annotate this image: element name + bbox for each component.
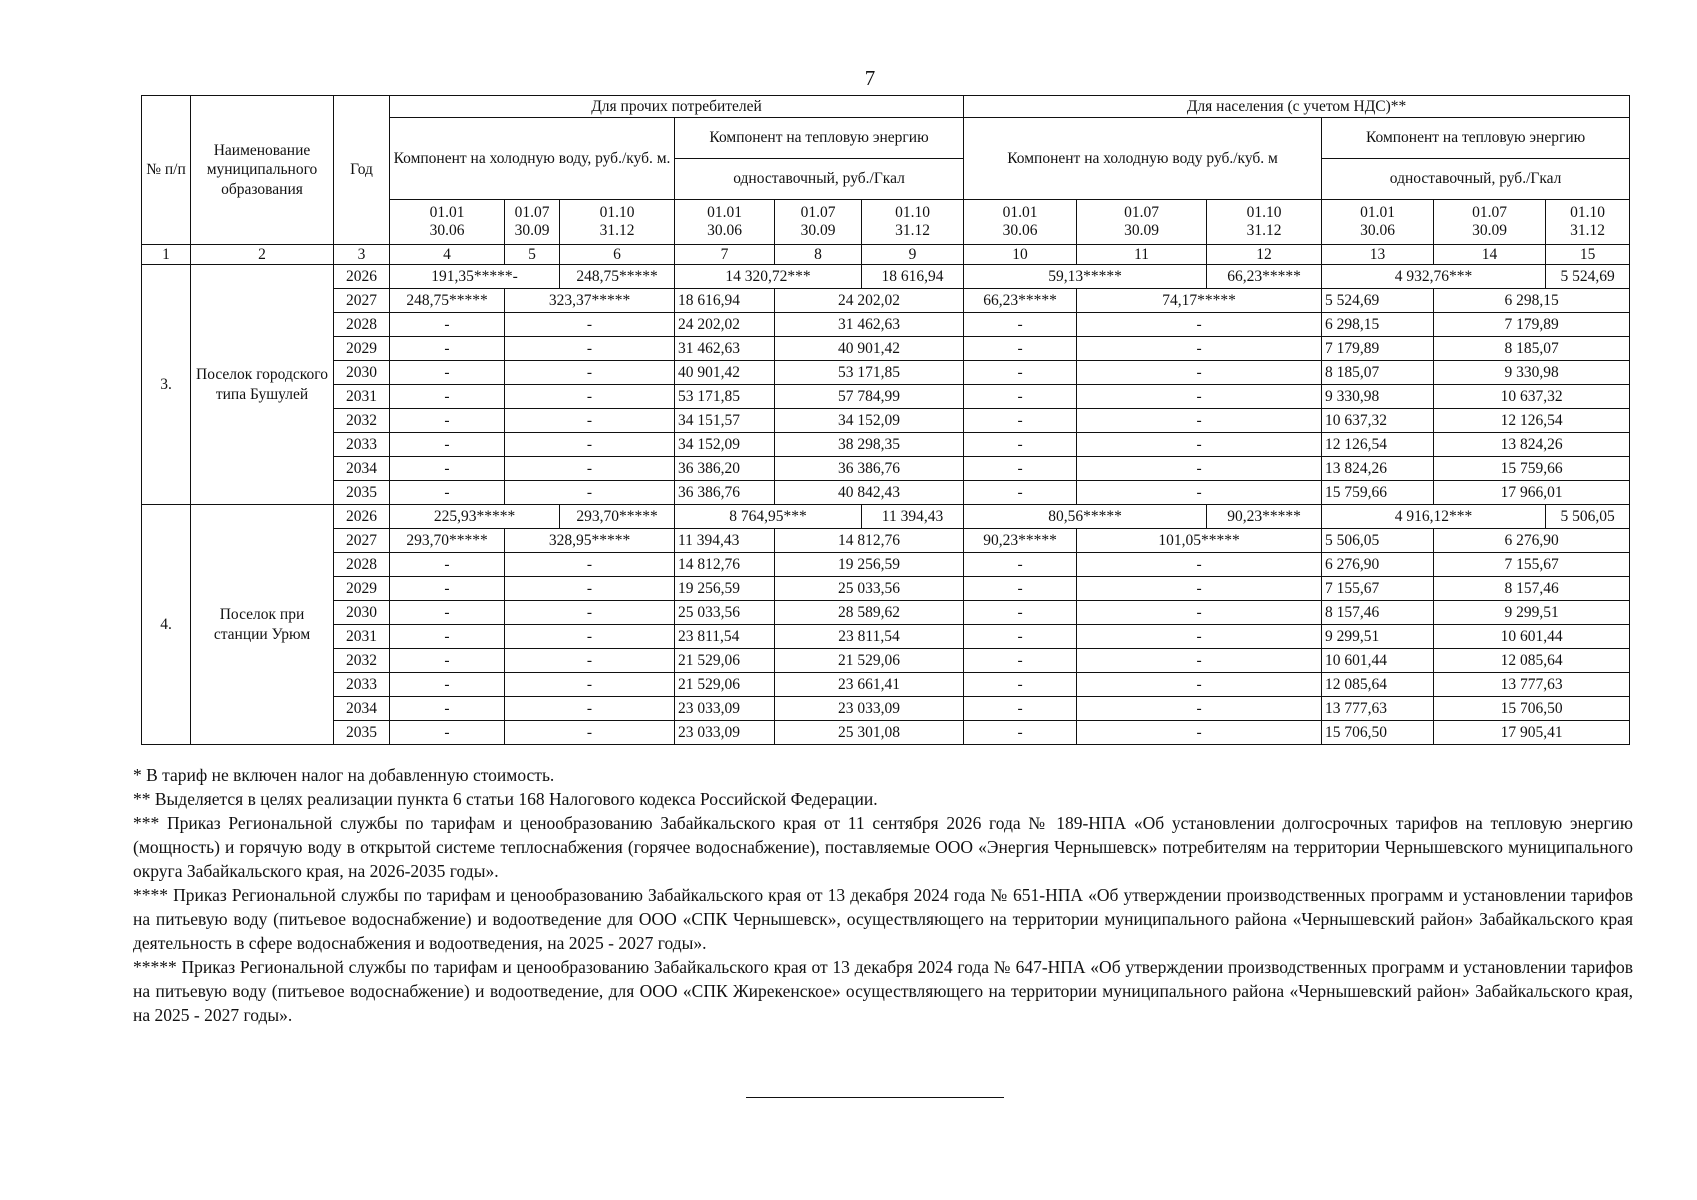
column-number: 15 [1546,245,1630,265]
period-end: 30.06 [429,222,465,239]
header-cold-water-population: Компонент на холодную воду руб./куб. м [964,118,1322,200]
heat-population-h1: 13 777,63 [1322,697,1434,721]
heat-population-h2: 17 966,01 [1434,481,1630,505]
heat-other-h2: 25 033,56 [775,577,964,601]
heat-other-h2: 21 529,06 [775,649,964,673]
cold-water-population-h1: - [964,649,1077,673]
year-cell: 2034 [334,697,390,721]
cold-water-population-h2: - [1077,433,1322,457]
heat-population-h1: 12 085,64 [1322,673,1434,697]
header-heat-rate-other: одноставочный, руб./Гкал [675,159,964,200]
cold-water-population-h2: - [1077,673,1322,697]
cold-water-population-h1: - [964,553,1077,577]
heat-other-h1: 53 171,85 [675,385,775,409]
heat-population-h2: 8 157,46 [1434,577,1630,601]
table-row [142,457,1630,481]
heat-population-h2: 7 179,89 [1434,313,1630,337]
header-period [1434,200,1546,245]
cold-water-other-h1: - [390,601,505,625]
period-end: 30.09 [1124,222,1159,239]
heat-population-h1: 6 276,90 [1322,553,1434,577]
cold-water-other-h2: - [505,721,675,745]
heat-population-h1: 5 506,05 [1322,529,1434,553]
heat-population-h2: 13 777,63 [1434,673,1630,697]
year-cell: 2028 [334,553,390,577]
cold-water-population-h2: - [1077,481,1322,505]
heat-other-h2: 31 462,63 [775,313,964,337]
table-row [142,577,1630,601]
heat-other-h1: 14 812,76 [675,553,775,577]
column-number: 9 [862,245,964,265]
cold-water-other-h1: - [390,697,505,721]
heat-other-h1: 24 202,02 [675,313,775,337]
table-row [142,289,1630,313]
year-cell: 2035 [334,721,390,745]
cold-water-population-h1: 80,56***** [964,505,1207,529]
column-number: 1 [142,245,191,265]
header-period [1077,200,1207,245]
year-cell: 2027 [334,529,390,553]
table-row [142,385,1630,409]
heat-other-h1: 14 320,72*** [675,265,862,289]
header-heat-rate-population: одноставочный, руб./Гкал [1322,159,1630,200]
year-cell: 2034 [334,457,390,481]
cold-water-other-h1: - [390,433,505,457]
cold-water-population-h2: - [1077,601,1322,625]
heat-population-h2: 15 759,66 [1434,457,1630,481]
cold-water-population-h2: - [1077,697,1322,721]
heat-population-h2: 9 299,51 [1434,601,1630,625]
table-row [142,313,1630,337]
cold-water-population-h1: - [964,577,1077,601]
heat-other-h2: 38 298,35 [775,433,964,457]
heat-population-h2: 6 276,90 [1434,529,1630,553]
heat-population-h1: 15 706,50 [1322,721,1434,745]
period-start: 01.01 [1002,204,1038,222]
table-row [142,529,1630,553]
cold-water-other-h2: - [505,457,675,481]
period-end: 30.09 [800,222,836,239]
heat-population-h1: 10 601,44 [1322,649,1434,673]
header-period [1322,200,1434,245]
heat-other-h2: 19 256,59 [775,553,964,577]
table-row [142,721,1630,745]
year-cell: 2035 [334,481,390,505]
cold-water-population-h1: - [964,601,1077,625]
year-cell: 2033 [334,433,390,457]
period-start: 01.10 [599,204,635,222]
header-heat-component-other: Компонент на тепловую энергию [675,118,964,159]
heat-population-h1: 15 759,66 [1322,481,1434,505]
cold-water-other-h1: - [390,337,505,361]
heat-population-h2: 5 524,69 [1546,265,1630,289]
footnotes [133,763,1633,1027]
table-row [142,697,1630,721]
heat-other-h1: 31 462,63 [675,337,775,361]
year-cell: 2027 [334,289,390,313]
cold-water-other-h2: - [505,601,675,625]
heat-other-h1: 23 033,09 [675,721,775,745]
cold-water-population-h2: - [1077,361,1322,385]
year-cell: 2029 [334,577,390,601]
cold-water-population-h2: - [1077,337,1322,361]
cold-water-other-h2: - [505,625,675,649]
heat-population-h2: 12 126,54 [1434,409,1630,433]
heat-other-h2: 34 152,09 [775,409,964,433]
cold-water-other-h1: - [390,649,505,673]
cold-water-population-h1: - [964,409,1077,433]
heat-other-h2: 53 171,85 [775,361,964,385]
cold-water-other-h1: - [390,385,505,409]
heat-other-h2: 23 033,09 [775,697,964,721]
year-cell: 2028 [334,313,390,337]
cold-water-population-h2: - [1077,385,1322,409]
cold-water-population-h1: - [964,337,1077,361]
year-cell: 2031 [334,625,390,649]
cold-water-other-h2: 293,70***** [560,505,675,529]
page-number: 7 [864,66,876,90]
cold-water-other-h2: - [505,361,675,385]
header-group-population: Для населения (с учетом НДС)** [964,96,1630,118]
cold-water-other-h1: 225,93***** [390,505,560,529]
heat-population-h1: 10 637,32 [1322,409,1434,433]
municipality-name: Поселок городского типа Бушулей [191,265,334,505]
table-row [142,481,1630,505]
heat-other-h1: 23 033,09 [675,697,775,721]
heat-population-h2: 15 706,50 [1434,697,1630,721]
heat-other-h2: 11 394,43 [862,505,964,529]
cold-water-other-h2: - [505,673,675,697]
period-start: 01.07 [1472,204,1507,222]
cold-water-population-h1: - [964,625,1077,649]
cold-water-other-h2: - [505,433,675,457]
period-end: 31.12 [599,222,635,239]
footnote: ***** Приказ Региональной службы по тарифам и ценообразованию Забайкальского края от 13 декабря 2024 года № 647-НПА «Об утверждении производственных программ и установлении тарифов на питьевую воду (питьевое водоснабжение) и водоотведение, для ООО «СПК Жирекенское» осуществляющего на территории муниципального района «Чернышевский район» Забайкальского края, на 2025 - 2027 годы». [133,957,1633,1025]
header-municipality: Наименование муниципального образования [191,96,334,245]
cold-water-population-h1: - [964,361,1077,385]
column-number: 4 [390,245,505,265]
heat-population-h2: 9 330,98 [1434,361,1630,385]
heat-population-h2: 13 824,26 [1434,433,1630,457]
row-number: 3. [142,265,191,505]
column-number: 10 [964,245,1077,265]
cold-water-other-h2: - [505,481,675,505]
heat-population-h1: 9 299,51 [1322,625,1434,649]
heat-population-h2: 17 905,41 [1434,721,1630,745]
period-start: 01.01 [707,204,742,222]
table-row [142,649,1630,673]
cold-water-population-h1: - [964,481,1077,505]
period-end: 31.12 [1246,222,1282,239]
period-end: 30.06 [1002,222,1038,239]
heat-population-h1: 8 185,07 [1322,361,1434,385]
heat-population-h1: 7 155,67 [1322,577,1434,601]
column-number: 12 [1207,245,1322,265]
column-number: 5 [505,245,560,265]
table-row [142,553,1630,577]
column-number: 7 [675,245,775,265]
cold-water-other-h2: - [505,649,675,673]
heat-population-h1: 12 126,54 [1322,433,1434,457]
cold-water-population-h2: - [1077,553,1322,577]
period-end: 31.12 [1570,222,1606,239]
heat-other-h2: 18 616,94 [862,265,964,289]
heat-other-h2: 24 202,02 [775,289,964,313]
cold-water-population-h2: - [1077,409,1322,433]
cold-water-population-h1: - [964,385,1077,409]
cold-water-population-h1: 66,23***** [964,289,1077,313]
heat-population-h1: 7 179,89 [1322,337,1434,361]
cold-water-population-h2: 74,17***** [1077,289,1322,313]
heat-other-h1: 23 811,54 [675,625,775,649]
header-period [505,200,560,245]
header-period [675,200,775,245]
cold-water-other-h2: 323,37***** [505,289,675,313]
column-number: 8 [775,245,862,265]
cold-water-other-h2: - [505,385,675,409]
heat-population-h2: 6 298,15 [1434,289,1630,313]
cold-water-other-h1: 248,75***** [390,289,505,313]
period-start: 01.07 [800,204,836,222]
heat-population-h2: 8 185,07 [1434,337,1630,361]
cold-water-population-h2: 90,23***** [1207,505,1322,529]
header-period [862,200,964,245]
cold-water-other-h1: - [390,673,505,697]
heat-population-h2: 10 637,32 [1434,385,1630,409]
column-number: 3 [334,245,390,265]
heat-other-h1: 11 394,43 [675,529,775,553]
signature-line [746,1097,1004,1098]
footnote: ** Выделяется в целях реализации пункта 6 статьи 168 Налогового кодекса Российской Федерации. [133,789,878,809]
heat-other-h2: 25 301,08 [775,721,964,745]
header-period [560,200,675,245]
period-end: 31.12 [895,222,930,239]
heat-other-h1: 40 901,42 [675,361,775,385]
cold-water-other-h2: 248,75***** [560,265,675,289]
header-cold-water-other: Компонент на холодную воду, руб./куб. м. [390,118,675,200]
period-start: 01.07 [514,204,550,222]
period-start: 01.10 [895,204,930,222]
heat-population-h1: 4 932,76*** [1322,265,1546,289]
cold-water-other-h2: - [505,553,675,577]
heat-population-h2: 10 601,44 [1434,625,1630,649]
heat-population-h1: 5 524,69 [1322,289,1434,313]
period-start: 01.10 [1246,204,1282,222]
heat-other-h1: 8 764,95*** [675,505,862,529]
cold-water-other-h2: - [505,577,675,601]
column-number: 6 [560,245,675,265]
year-cell: 2030 [334,601,390,625]
cold-water-population-h2: - [1077,721,1322,745]
cold-water-population-h2: - [1077,649,1322,673]
heat-population-h1: 8 157,46 [1322,601,1434,625]
period-start: 01.07 [1124,204,1159,222]
cold-water-population-h1: - [964,721,1077,745]
heat-population-h2: 12 085,64 [1434,649,1630,673]
year-cell: 2026 [334,265,390,289]
cold-water-population-h1: - [964,697,1077,721]
cold-water-population-h1: - [964,433,1077,457]
table-row [142,361,1630,385]
cold-water-other-h1: - [390,409,505,433]
header-heat-component-population: Компонент на тепловую энергию [1322,118,1630,159]
period-end: 30.09 [514,222,550,239]
table-row [142,433,1630,457]
cold-water-population-h2: - [1077,577,1322,601]
header-group-other: Для прочих потребителей [390,96,964,118]
footnote: *** Приказ Региональной службы по тарифам и ценообразованию Забайкальского края от 11 сентября 2026 года № 189-НПА «Об установлении долгосрочных тарифов на тепловую энергию (мощность) и горячую воду в открытой системе теплоснабжения (горячее водоснабжение), поставляемые ООО «Энергия Чернышевск» потребителям на территории Чернышевского муниципального округа Забайкальского края, на 2026-2035 годы». [133,813,1633,881]
cold-water-other-h1: 293,70***** [390,529,505,553]
cold-water-population-h2: 101,05***** [1077,529,1322,553]
column-number: 14 [1434,245,1546,265]
heat-other-h2: 28 589,62 [775,601,964,625]
heat-other-h1: 18 616,94 [675,289,775,313]
heat-population-h1: 4 916,12*** [1322,505,1546,529]
heat-other-h1: 25 033,56 [675,601,775,625]
heat-other-h1: 36 386,76 [675,481,775,505]
cold-water-population-h1: - [964,313,1077,337]
year-cell: 2033 [334,673,390,697]
table-row [142,265,1630,289]
cold-water-other-h1: - [390,313,505,337]
year-cell: 2030 [334,361,390,385]
cold-water-other-h2: - [505,697,675,721]
heat-population-h1: 9 330,98 [1322,385,1434,409]
cold-water-other-h1: - [390,481,505,505]
cold-water-other-h2: - [505,409,675,433]
header-period [775,200,862,245]
header-number: № п/п [142,96,191,245]
cold-water-population-h2: - [1077,625,1322,649]
heat-other-h2: 57 784,99 [775,385,964,409]
heat-other-h1: 34 151,57 [675,409,775,433]
municipality-name: Поселок при станции Урюм [191,505,334,745]
table-row [142,673,1630,697]
heat-other-h2: 14 812,76 [775,529,964,553]
year-cell: 2032 [334,409,390,433]
heat-population-h1: 13 824,26 [1322,457,1434,481]
header-period [390,200,505,245]
cold-water-population-h1: 90,23***** [964,529,1077,553]
table-row [142,505,1630,529]
heat-other-h2: 40 842,43 [775,481,964,505]
heat-other-h2: 23 811,54 [775,625,964,649]
heat-population-h1: 6 298,15 [1322,313,1434,337]
cold-water-population-h2: - [1077,313,1322,337]
cold-water-population-h1: 59,13***** [964,265,1207,289]
cold-water-other-h1: - [390,457,505,481]
year-cell: 2029 [334,337,390,361]
column-number: 11 [1077,245,1207,265]
period-end: 30.09 [1472,222,1507,239]
cold-water-other-h1: - [390,553,505,577]
header-period [1546,200,1630,245]
row-number: 4. [142,505,191,745]
heat-other-h2: 23 661,41 [775,673,964,697]
table-row [142,409,1630,433]
cold-water-other-h1: - [390,721,505,745]
table-row [142,625,1630,649]
cold-water-other-h2: - [505,337,675,361]
heat-other-h1: 21 529,06 [675,649,775,673]
cold-water-other-h1: 191,35*****- [390,265,560,289]
heat-other-h1: 21 529,06 [675,673,775,697]
cold-water-population-h2: 66,23***** [1207,265,1322,289]
column-number: 2 [191,245,334,265]
heat-other-h1: 19 256,59 [675,577,775,601]
column-number: 13 [1322,245,1434,265]
period-end: 30.06 [1360,222,1395,239]
year-cell: 2032 [334,649,390,673]
year-cell: 2031 [334,385,390,409]
cold-water-population-h1: - [964,673,1077,697]
cold-water-other-h1: - [390,625,505,649]
cold-water-population-h2: - [1077,457,1322,481]
heat-population-h2: 7 155,67 [1434,553,1630,577]
header-period [964,200,1077,245]
footnote: **** Приказ Региональной службы по тарифам и ценообразованию Забайкальского края от 13 декабря 2024 года № 651-НПА «Об утверждении производственных программ и установлении тарифов на питьевую воду (питьевое водоснабжение) и водоотведение для ООО «СПК Чернышевск», осуществляющего на территории муниципального района «Чернышевский район» Забайкальского края деятельность в сфере водоснабжения и водоотведения, на 2025 - 2027 годы». [133,885,1633,953]
cold-water-other-h2: - [505,313,675,337]
heat-other-h1: 36 386,20 [675,457,775,481]
period-start: 01.01 [1360,204,1395,222]
table-row [142,337,1630,361]
table-row [142,601,1630,625]
heat-other-h2: 36 386,76 [775,457,964,481]
cold-water-other-h2: 328,95***** [505,529,675,553]
cold-water-other-h1: - [390,577,505,601]
cold-water-population-h1: - [964,457,1077,481]
footnote: * В тариф не включен налог на добавленную стоимость. [133,765,555,785]
heat-other-h1: 34 152,09 [675,433,775,457]
cold-water-other-h1: - [390,361,505,385]
period-start: 01.10 [1570,204,1606,222]
tariff-table [141,95,1630,745]
year-cell: 2026 [334,505,390,529]
heat-other-h2: 40 901,42 [775,337,964,361]
period-start: 01.01 [429,204,465,222]
header-year: Год [334,96,390,245]
heat-population-h2: 5 506,05 [1546,505,1630,529]
period-end: 30.06 [707,222,742,239]
header-period [1207,200,1322,245]
